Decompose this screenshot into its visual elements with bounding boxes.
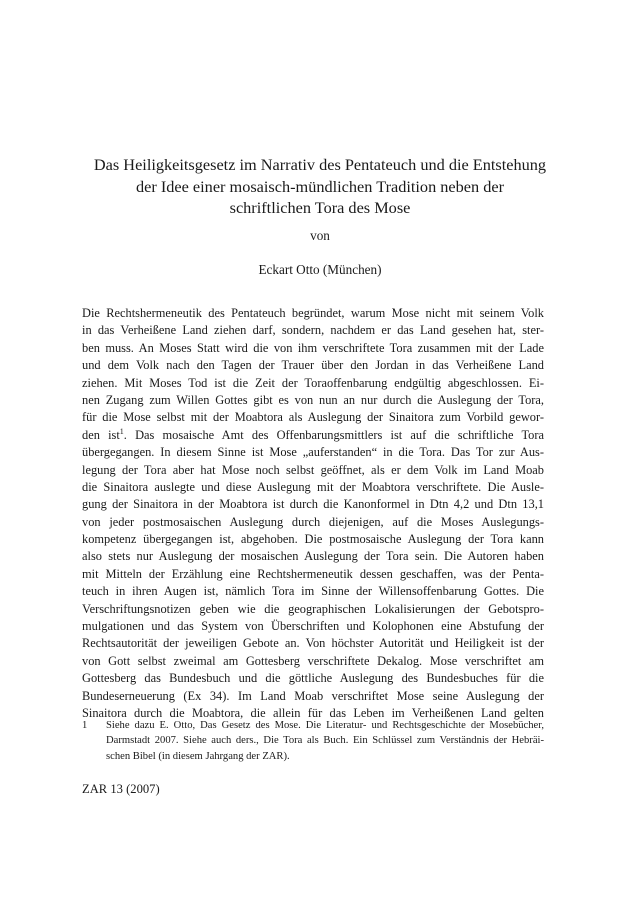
body-line-with-footnote <box>82 427 544 444</box>
footnote-line: schen Bibel (in diesem Jahrgang der ZAR). <box>106 750 290 762</box>
body-line: Gottesberg das Bundesbuch und die göttliche Auslegung des Bundesbuches für die <box>82 671 544 686</box>
body-line: legung der Tora aber hat Mose noch selbst geöffnet, als er dem Volk im Land Moab <box>82 462 544 477</box>
title-line: der Idee einer mosaisch-mündlichen Tradition neben der <box>135 176 505 196</box>
body-line: von Gott selbst zweimal am Gottesberg verschriftete Dekalog. Mose verschriftet am <box>82 653 544 668</box>
body-line-start: den ist <box>82 427 120 442</box>
body-line: Verschriftungsnotizen geben wie die geographischen Lokalisierungen der Gebotspro- <box>82 601 544 616</box>
title-line: Das Heiligkeitsgesetz im Narrativ des Pentateuch und die Entstehung <box>93 155 547 174</box>
body-line: nen Zugang zum Willen Gottes gibt es von nun an nur durch die Auslegung der Tora, <box>82 392 544 407</box>
body-line: ziehen. Mit Moses Tod ist die Zeit der Toraoffenbarung endgültig abgeschlossen. Ei- <box>82 375 544 390</box>
body-line: Bundeserneuerung (Ex 34). Im Land Moab verschriftet Mose seine Auslegung der <box>82 688 544 703</box>
footnote-text <box>106 718 544 764</box>
footnote-marker[interactable]: 1 <box>119 426 124 436</box>
body-line: teuch in ihren Augen ist, nämlich Tora im Sinne der Willensoffenbarung Gottes. Die <box>82 584 544 599</box>
body-paragraph <box>82 305 544 722</box>
body-line-rest: . Das mosaische Amt des Offenbarungsmittlers ist auf die schriftliche Tora <box>123 427 544 442</box>
article-title <box>60 154 580 219</box>
body-line: in das Verheißene Land ziehen darf, sondern, nachdem er das Land gesehen hat, ster- <box>82 323 544 338</box>
body-line: und dem Volk nach den Tagen der Trauer über den Jordan in das Verheißene Land <box>82 358 544 373</box>
title-line: schriftlichen Tora des Mose <box>229 198 411 217</box>
footnote-line: Siehe dazu E. Otto, Das Gesetz des Mose. Die Literatur- und Rechtsgeschichte der Mosebücher, <box>106 720 544 731</box>
body-line: die Sinaitora auslegte und diese Auslegung mit der Moabtora verschriftete. Die Ausle- <box>82 479 544 494</box>
body-line: Rechtsautorität der jeweiligen Gebote an. Von höchster Autorität und Heiligkeit ist der <box>82 636 544 651</box>
body-line: von jeder postmosaischen Auslegung durch diejenigen, auf die Moses Auslegungs- <box>82 514 544 529</box>
body-line: gung der Sinaitora in der Moabtora ist durch die Kanonformel in Dtn 4,2 und Dtn 13,1 <box>82 497 544 512</box>
body-line: Die Rechtshermeneutik des Pentateuch begründet, warum Mose nicht mit seinem Volk <box>82 306 544 320</box>
body-line: kompetenz übergegangen ist, abgehoben. Die postmosaische Auslegung der Tora kann <box>82 532 544 547</box>
byline-von: von <box>310 228 330 243</box>
footnote-number: 1 <box>82 720 88 731</box>
body-line: ben muss. An Moses Statt wird die von ihm verschriftete Tora zusammen mit der Lade <box>82 340 544 355</box>
footnote-line: Darmstadt 2007. Siehe auch ders., Die Tora als Buch. Ein Schlüssel zum Verständnis der Hebräi- <box>106 735 544 747</box>
journal-reference: ZAR 13 (2007) <box>82 782 160 796</box>
footnote <box>82 718 544 764</box>
body-line: übergegangen. In diesem Sinne ist Mose „auferstanden“ in die Tora. Das Tor zur Aus- <box>82 445 544 460</box>
body-line: mulgationen und das System von Überschriften und Kolophonen eine Abstufung der <box>82 619 544 634</box>
body-line: für die Mose selbst mit der Moabtora als Auslegung der Sinaitora zum Vorbild gewor- <box>82 410 544 425</box>
body-line: mit Mitteln der Erzählung eine Rechtshermeneutik dessen geschaffen, was der Penta- <box>82 566 544 581</box>
author-name: Eckart Otto (München) <box>258 262 382 277</box>
body-line: Sinaitora durch die Moabtora, die allein für das Leben im Verheißenen Land gelten <box>82 705 544 720</box>
body-line: also stets nur Auslegung der mosaischen Auslegung der Tora sein. Die Autoren haben <box>82 549 544 564</box>
